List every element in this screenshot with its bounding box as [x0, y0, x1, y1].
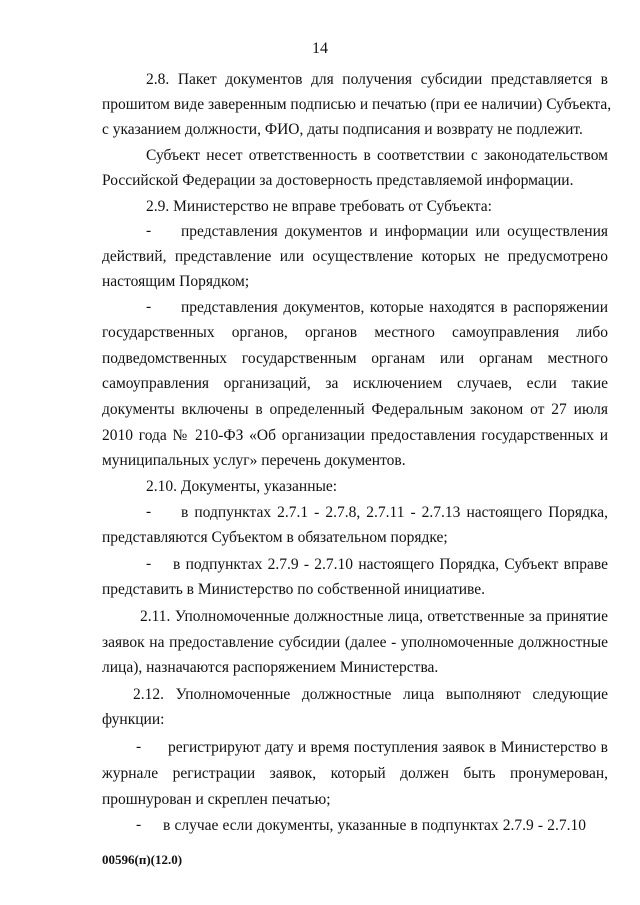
text-line: Субъект несет ответственность в соответствии с законодательством [146, 147, 608, 164]
text-line: лица), назначаются распоряжением Министерства. [102, 659, 439, 676]
text-line: подведомственных государственным органам или органам местного [102, 350, 608, 367]
text-line: с указанием должности, ФИО, даты подписания и возврату не подлежит. [102, 121, 583, 138]
text-line: представления документов, которые находятся в распоряжении [181, 299, 608, 316]
page-number: 14 [312, 40, 328, 57]
text-line: действий, представление или осуществление которых не предусмотрено [102, 248, 608, 265]
text-line: 2.11. Уполномоченные должностные лица, ответственные за принятие [140, 608, 608, 625]
bullet-dash: - [146, 555, 152, 572]
text-line: настоящим Порядком; [102, 273, 250, 290]
text-line: регистрируют дату и время поступления заявок в Министерство в [168, 739, 608, 756]
text-line: в подпунктах 2.7.9 - 2.7.10 настоящего Порядка, Субъект вправе [173, 556, 608, 573]
text-line: 2.12. Уполномоченные должностные лица выполняют следующие [133, 686, 608, 703]
text-line: документы включены в определенный Федеральным законом от 27 июля [102, 401, 608, 418]
text-line: Российской Федерации за достоверность представляемой информации. [102, 172, 574, 189]
text-line: функции: [102, 711, 165, 728]
text-line: представить в Министерство по собственной инициативе. [102, 581, 486, 598]
text-line: в подпунктах 2.7.1 - 2.7.8, 2.7.11 - 2.7.13 настоящего Порядка, [181, 504, 608, 521]
text-line: 2.9. Министерство не вправе требовать от Субъекта: [146, 198, 492, 215]
text-line: государственных органов, органов местного самоуправления либо [102, 324, 608, 341]
text-line: заявок на предоставление субсидии (далее - уполномоченные должностные [102, 634, 608, 651]
document-code: 00596(п)(12.0) [102, 852, 183, 867]
text-line: представляются Субъектом в обязательном порядке; [102, 529, 448, 546]
text-line: 2010 года № 210-ФЗ «Об организации предоставления государственных и [102, 427, 608, 444]
text-line: муниципальных услуг» перечень документов. [102, 452, 406, 469]
bullet-dash: - [146, 298, 152, 315]
text-line: журнале регистрации заявок, который должен быть пронумерован, [102, 765, 608, 782]
text-line: самоуправления организаций, за исключением случаев, если такие [102, 375, 608, 392]
bullet-dash: - [146, 222, 152, 239]
text-line: 2.8. Пакет документов для получения субсидии представляется в [146, 71, 608, 88]
text-line: представления документов и информации или осуществления [181, 223, 608, 240]
text-line: 2.10. Документы, указанные: [146, 478, 338, 495]
text-line: прошнурован и скреплен печатью; [102, 791, 331, 808]
text-line: в случае если документы, указанные в подпунктах 2.7.9 - 2.7.10 [163, 817, 586, 834]
bullet-dash: - [136, 738, 142, 755]
bullet-dash: - [146, 503, 152, 520]
bullet-dash: - [136, 816, 142, 833]
text-line: прошитом виде заверенным подписью и печатью (при ее наличии) Субъекта, [102, 96, 612, 113]
